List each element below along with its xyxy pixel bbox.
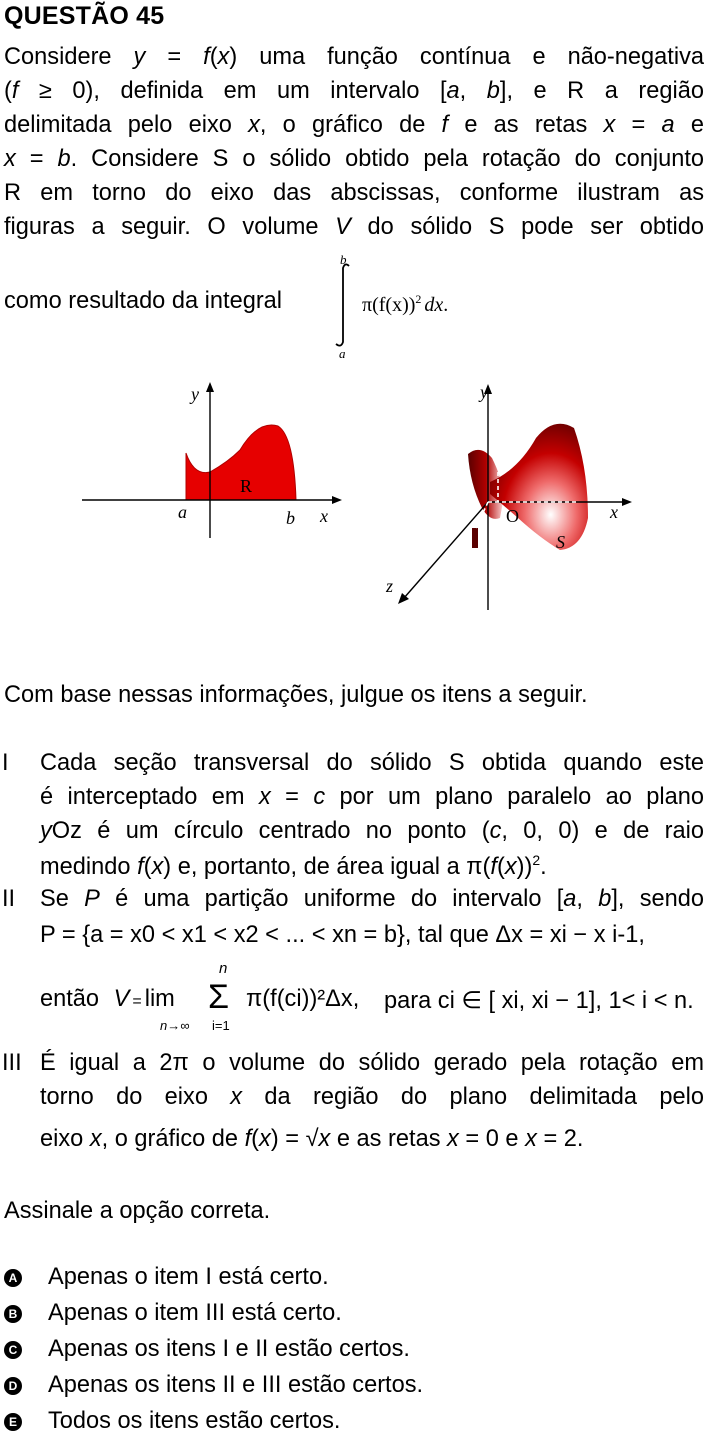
sum-top: n (219, 960, 228, 977)
item-2-number: II (2, 886, 16, 912)
solid-s (490, 424, 588, 550)
intro-line-4: x = b. Considere S o sólido obtido pela rotação do conjunto (4, 146, 704, 172)
intro-line-1: Considere y = f(x) uma função contínua e não-negativa (4, 44, 704, 70)
option-b[interactable] (4, 1300, 342, 1327)
sum-body: π(f(ci))²Δx, (246, 986, 360, 1012)
sum-bottom: i=1 (212, 1018, 230, 1033)
right-y-label: y (480, 382, 488, 402)
left-a-label: a (178, 502, 187, 522)
option-a-text: Apenas o item I está certo. (48, 1264, 329, 1290)
item-1-number: I (2, 750, 9, 776)
option-c-badge: C (4, 1341, 22, 1359)
integral-body: $\pi(f(x))^2$ dx. (362, 292, 449, 316)
figure-region (78, 380, 358, 540)
item-2-line-2: P = {a = x0 < x1 < x2 < ... < xn = b}, tal que Δx = xi − x i-1, (40, 922, 645, 948)
question-title: QUESTÃO 45 (4, 2, 165, 30)
integral-upper: b (340, 252, 347, 267)
item-2-tail: para ci ∈ [ xi, xi − 1], 1< i < n. (384, 988, 694, 1014)
right-z-label: z (386, 576, 394, 596)
origin-label: O (506, 506, 519, 526)
option-b-badge: B (4, 1305, 22, 1323)
option-e-text: Todos os itens estão certos. (48, 1408, 341, 1434)
left-b-label: b (286, 508, 295, 528)
integral-lead: como resultado da integral (4, 288, 283, 314)
option-c-text: Apenas os itens I e II estão certos. (48, 1336, 410, 1362)
sigma-icon: Σ (208, 978, 230, 1016)
answer-prompt: Assinale a opção correta. (4, 1198, 271, 1224)
integral-sign-icon (332, 262, 354, 348)
item-1-line-3: yOz é um círculo centrado no ponto (c, 0, 0) e de raio (40, 818, 704, 844)
item-3-number: III (2, 1050, 22, 1076)
option-e[interactable] (4, 1408, 340, 1435)
option-e-badge: E (4, 1413, 22, 1431)
integral-lower: a (339, 346, 346, 361)
solid-left-rim (472, 528, 478, 548)
item-1-line-2: é interceptado em x = c por um plano paralelo ao plano (40, 784, 705, 810)
item-2-line-3: então V = lim (40, 986, 175, 1012)
region-r-label: R (240, 476, 253, 496)
intro-line-3: delimitada pelo eixo x, o gráfico de f e as retas x = a e (4, 112, 705, 138)
option-a-badge: A (4, 1269, 22, 1287)
item-3-line-3: eixo x, o gráfico de f(x) = √x e as retas x = 0 e x = 2. (40, 1126, 584, 1152)
item-1-line-4: medindo f(x) e, portanto, de área igual a $\pi(f(x))^2$. (40, 852, 547, 880)
option-a[interactable] (4, 1264, 329, 1291)
right-x-label: x (610, 502, 618, 522)
intro-line-6: figuras a seguir. O volume V do sólido S pode ser obtido (4, 214, 704, 240)
option-c[interactable] (4, 1336, 410, 1363)
left-y-label: y (191, 384, 199, 404)
intro-line-2: (f ≥ 0), definida em um intervalo [a, b], e R a região (4, 78, 704, 104)
solid-s-label: S (556, 532, 565, 552)
option-d-text: Apenas os itens II e III estão certos. (48, 1372, 424, 1398)
item-1-line-1: Cada seção transversal do sólido S obtida quando este (40, 750, 704, 776)
figure-solid (368, 378, 640, 626)
option-b-text: Apenas o item III está certo. (48, 1300, 342, 1326)
intro-line-5: R em torno do eixo das abscissas, conforme ilustram as (4, 180, 704, 206)
option-d-badge: D (4, 1377, 22, 1395)
item-3-line-1: É igual a 2π o volume do sólido gerado pela rotação em (40, 1050, 704, 1076)
judge-text: Com base nessas informações, julgue os itens a seguir. (4, 682, 588, 708)
left-x-label: x (320, 506, 328, 526)
option-d[interactable] (4, 1372, 423, 1399)
item-2-line-1: Se P é uma partição uniforme do intervalo [a, b], sendo (40, 886, 704, 912)
item-3-line-2: torno do eixo x da região do plano delimitada pelo (40, 1084, 704, 1110)
lim-subscript: n→∞ (160, 1018, 190, 1033)
